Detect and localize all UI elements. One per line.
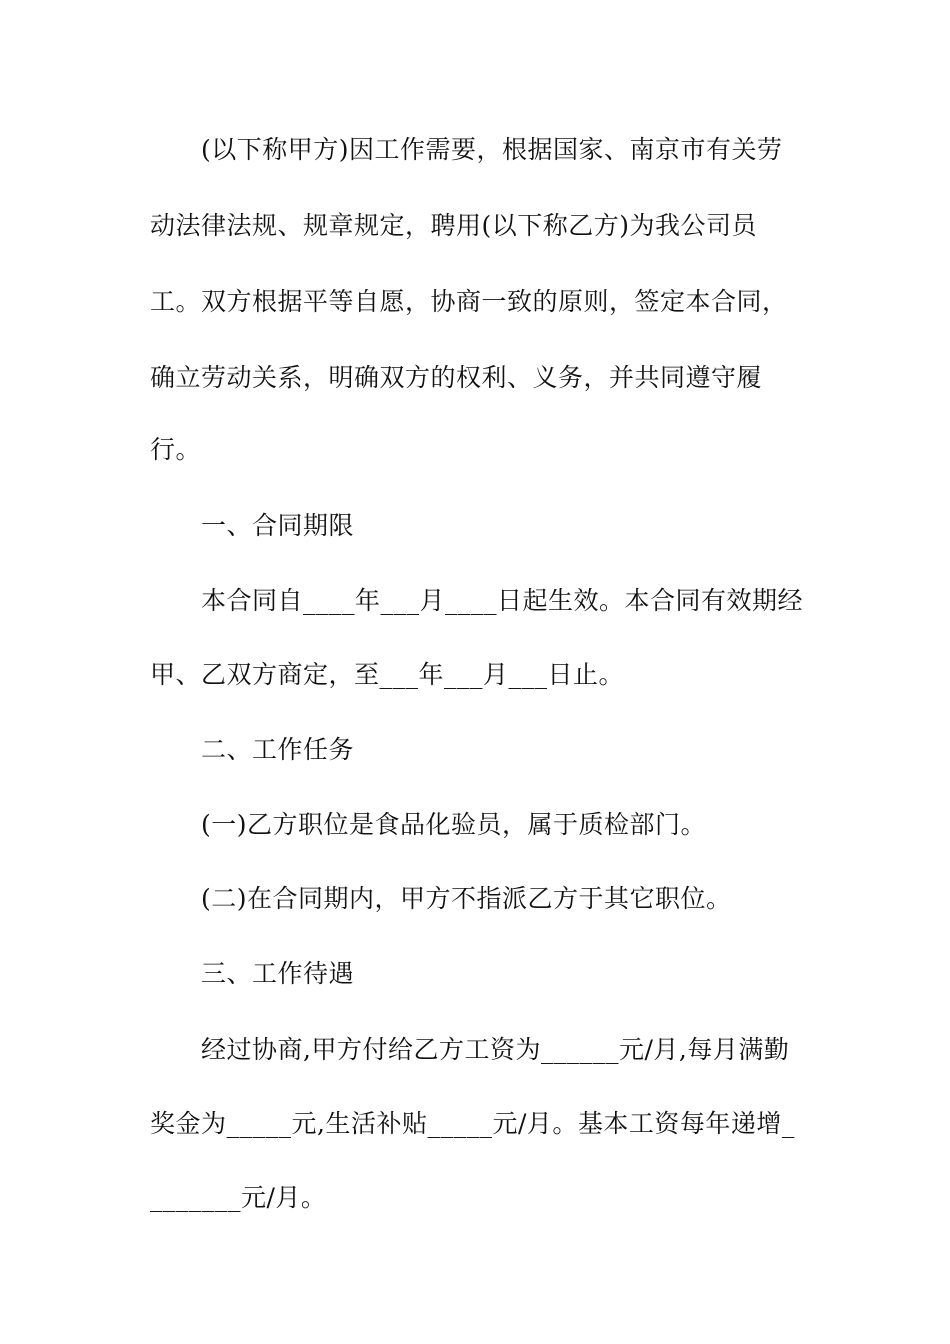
section-heading-compensation: 三、工作待遇 [201, 959, 355, 988]
paragraph-intro-line-5: 行。 [150, 435, 202, 464]
section-heading-tasks: 二、工作任务 [201, 735, 355, 764]
paragraph-intro-line-1: (以下称甲方)因工作需要，根据国家、南京市有关劳 [201, 135, 783, 164]
paragraph-compensation-line-1: 经过协商,甲方付给乙方工资为______元/月,每月满勤 [201, 1035, 790, 1064]
paragraph-task-1: (一)乙方职位是食品化验员，属于质检部门。 [201, 810, 707, 839]
paragraph-term-line-2: 甲、乙双方商定，至___年___月___日止。 [150, 660, 625, 689]
paragraph-term-line-1: 本合同自____年___月____日起生效。本合同有效期经 [201, 586, 804, 615]
paragraph-task-2: (二)在合同期内，甲方不指派乙方于其它职位。 [201, 884, 732, 913]
paragraph-compensation-line-3: _______元/月。 [150, 1183, 327, 1212]
paragraph-intro-line-2: 动法律法规、规章规定，聘用(以下称乙方)为我公司员 [150, 211, 758, 240]
paragraph-compensation-line-2: 奖金为_____元,生活补贴_____元/月。基本工资每年递增_ [150, 1109, 795, 1138]
paragraph-intro-line-4: 确立劳动关系，明确双方的权利、义务，并共同遵守履 [150, 363, 763, 392]
section-heading-term: 一、合同期限 [201, 511, 355, 540]
paragraph-intro-line-3: 工。双方根据平等自愿，协商一致的原则，签定本合同， [150, 287, 788, 316]
